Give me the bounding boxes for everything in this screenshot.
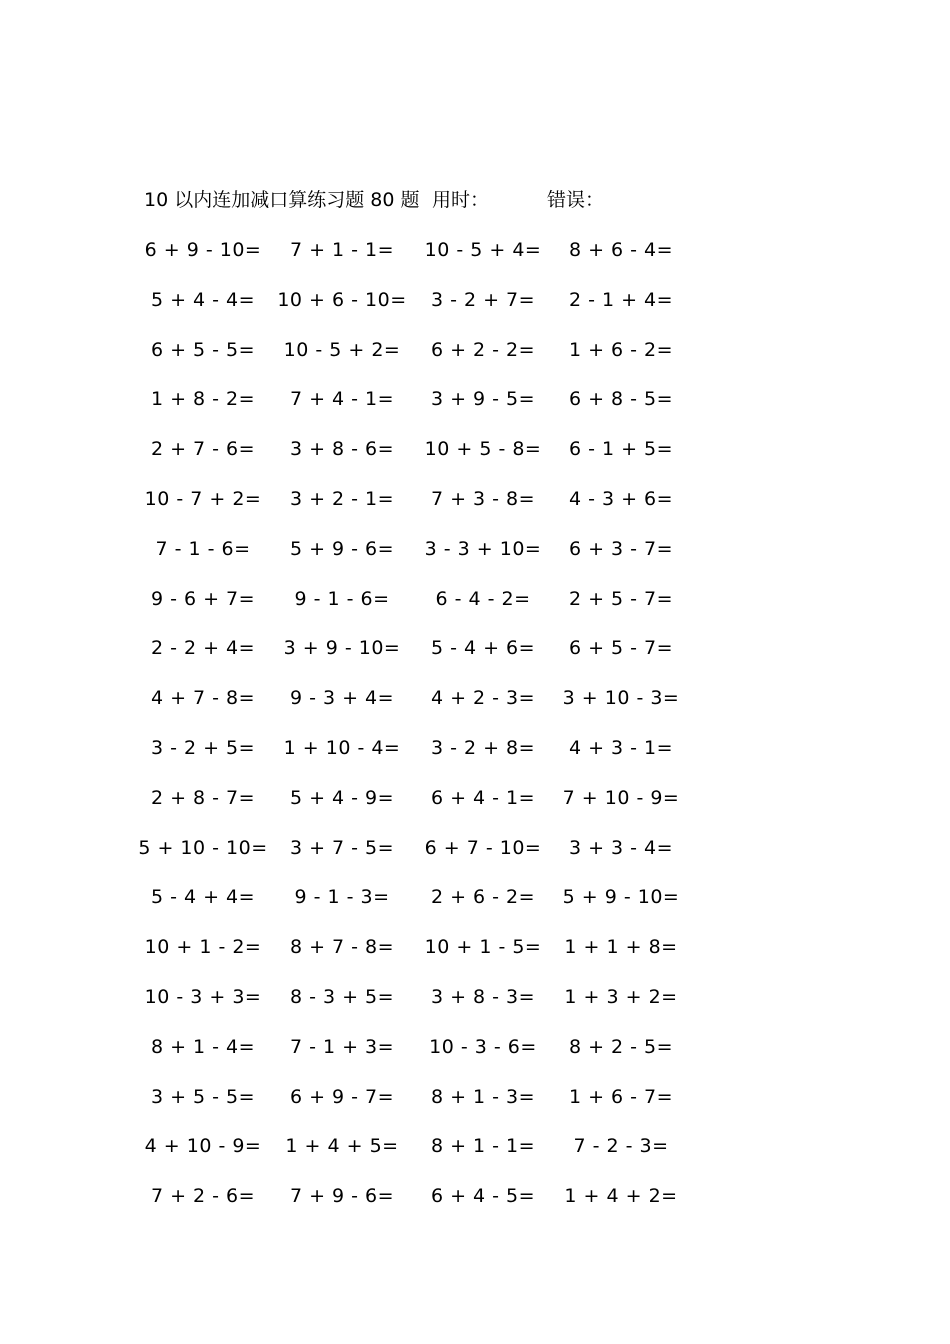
problem: 3 + 10 - 3= <box>562 687 680 710</box>
problem: 3 + 9 - 10= <box>283 637 401 660</box>
problem: 1 + 10 - 4= <box>283 736 401 759</box>
problem: 6 + 5 - 7= <box>568 637 674 660</box>
problem: 10 - 3 - 6= <box>429 1035 537 1058</box>
problem-row <box>0 535 950 585</box>
problem: 6 + 4 - 5= <box>430 1185 536 1208</box>
problem: 5 + 4 - 4= <box>150 288 256 311</box>
problem: 3 - 2 + 8= <box>430 736 536 759</box>
problem: 4 + 7 - 8= <box>150 687 256 710</box>
problem: 3 - 2 + 5= <box>150 736 256 759</box>
problem: 7 + 3 - 8= <box>430 487 536 510</box>
problem: 7 + 4 - 1= <box>289 388 395 411</box>
problem-row <box>0 983 950 1033</box>
problem: 1 + 4 + 5= <box>285 1135 399 1158</box>
problem-row <box>0 286 950 336</box>
problem-row <box>0 385 950 435</box>
problem: 6 + 9 - 10= <box>144 239 262 261</box>
problem: 3 - 3 + 10= <box>424 537 542 560</box>
problem-grid <box>0 236 950 1232</box>
problem: 6 - 1 + 5= <box>568 438 674 461</box>
problem: 7 - 1 + 3= <box>289 1035 395 1058</box>
problem: 5 + 9 - 10= <box>562 886 680 909</box>
problem: 2 - 1 + 4= <box>568 288 674 311</box>
problem: 7 + 1 - 1= <box>289 239 395 261</box>
problem: 5 + 9 - 6= <box>289 537 395 560</box>
problem: 6 + 9 - 7= <box>289 1085 395 1108</box>
problem-row <box>0 933 950 983</box>
problem: 7 - 1 - 6= <box>155 537 251 560</box>
problem: 5 + 4 - 9= <box>289 786 395 809</box>
problem: 8 + 1 - 4= <box>150 1035 256 1058</box>
problem: 2 + 6 - 2= <box>430 886 536 909</box>
problem: 9 - 1 - 6= <box>294 587 390 610</box>
problem: 10 - 5 + 4= <box>424 239 542 261</box>
problem-row <box>0 634 950 684</box>
problem-row <box>0 1182 950 1232</box>
problem-row <box>0 734 950 784</box>
problem-row <box>0 435 950 485</box>
problem: 7 - 2 - 3= <box>573 1135 669 1158</box>
problem: 8 + 6 - 4= <box>568 239 674 261</box>
problem: 8 + 2 - 5= <box>568 1035 674 1058</box>
problem: 6 + 2 - 2= <box>430 338 536 361</box>
problem: 6 + 4 - 1= <box>430 786 536 809</box>
problem-row <box>0 336 950 386</box>
problem: 10 - 7 + 2= <box>144 487 262 510</box>
problem: 6 - 4 - 2= <box>435 587 531 610</box>
problem-row <box>0 834 950 884</box>
problem: 5 - 4 + 6= <box>430 637 536 660</box>
problem: 2 + 5 - 7= <box>568 587 674 610</box>
problem-row <box>0 236 950 286</box>
problem: 3 + 3 - 4= <box>568 836 674 859</box>
problem: 10 - 5 + 2= <box>283 338 401 361</box>
problem: 3 + 8 - 6= <box>289 438 395 461</box>
problem-row <box>0 585 950 635</box>
problem-row <box>0 684 950 734</box>
problem: 6 + 7 - 10= <box>424 836 542 859</box>
problem: 1 + 8 - 2= <box>150 388 256 411</box>
problem: 3 + 2 - 1= <box>289 487 395 510</box>
problem: 10 + 6 - 10= <box>277 288 407 311</box>
problem: 4 + 3 - 1= <box>568 736 674 759</box>
problem: 8 - 3 + 5= <box>289 985 395 1008</box>
problem-row <box>0 485 950 535</box>
problem: 9 - 3 + 4= <box>289 687 395 710</box>
worksheet-title: 10 以内连加减口算练习题 80 题 <box>144 189 420 211</box>
problem-row <box>0 1033 950 1083</box>
problem: 10 + 5 - 8= <box>424 438 542 461</box>
time-used-label: 用时： <box>432 189 490 211</box>
problem: 5 - 4 + 4= <box>150 886 256 909</box>
problem: 3 + 8 - 3= <box>430 985 536 1008</box>
problem: 5 + 10 - 10= <box>138 836 268 859</box>
problem: 9 - 1 - 3= <box>294 886 390 909</box>
problem: 6 + 5 - 5= <box>150 338 256 361</box>
problem: 2 + 8 - 7= <box>150 786 256 809</box>
problem: 1 + 6 - 7= <box>568 1085 674 1108</box>
errors-label: 错误： <box>547 189 605 211</box>
problem: 1 + 4 + 2= <box>564 1185 678 1208</box>
problem: 3 + 5 - 5= <box>150 1085 256 1108</box>
problem: 10 + 1 - 5= <box>424 936 542 959</box>
problem: 3 - 2 + 7= <box>430 288 536 311</box>
problem: 8 + 1 - 3= <box>430 1085 536 1108</box>
problem: 4 - 3 + 6= <box>568 487 674 510</box>
problem: 2 - 2 + 4= <box>150 637 256 660</box>
problem: 9 - 6 + 7= <box>150 587 256 610</box>
problem: 3 + 9 - 5= <box>430 388 536 411</box>
problem-row <box>0 1083 950 1133</box>
problem: 7 + 10 - 9= <box>562 786 680 809</box>
problem: 10 - 3 + 3= <box>144 985 262 1008</box>
problem: 8 + 1 - 1= <box>430 1135 536 1158</box>
problem: 6 + 3 - 7= <box>568 537 674 560</box>
worksheet-header <box>0 186 950 214</box>
problem: 2 + 7 - 6= <box>150 438 256 461</box>
problem: 8 + 7 - 8= <box>289 936 395 959</box>
problem: 1 + 3 + 2= <box>564 985 678 1008</box>
problem: 4 + 10 - 9= <box>144 1135 262 1158</box>
problem: 1 + 1 + 8= <box>564 936 678 959</box>
problem-row <box>0 1132 950 1182</box>
problem: 10 + 1 - 2= <box>144 936 262 959</box>
problem: 3 + 7 - 5= <box>289 836 395 859</box>
problem: 1 + 6 - 2= <box>568 338 674 361</box>
problem: 6 + 8 - 5= <box>568 388 674 411</box>
problem: 7 + 2 - 6= <box>150 1185 256 1208</box>
problem: 7 + 9 - 6= <box>289 1185 395 1208</box>
problem-row <box>0 784 950 834</box>
problem: 4 + 2 - 3= <box>430 687 536 710</box>
problem-row <box>0 883 950 933</box>
